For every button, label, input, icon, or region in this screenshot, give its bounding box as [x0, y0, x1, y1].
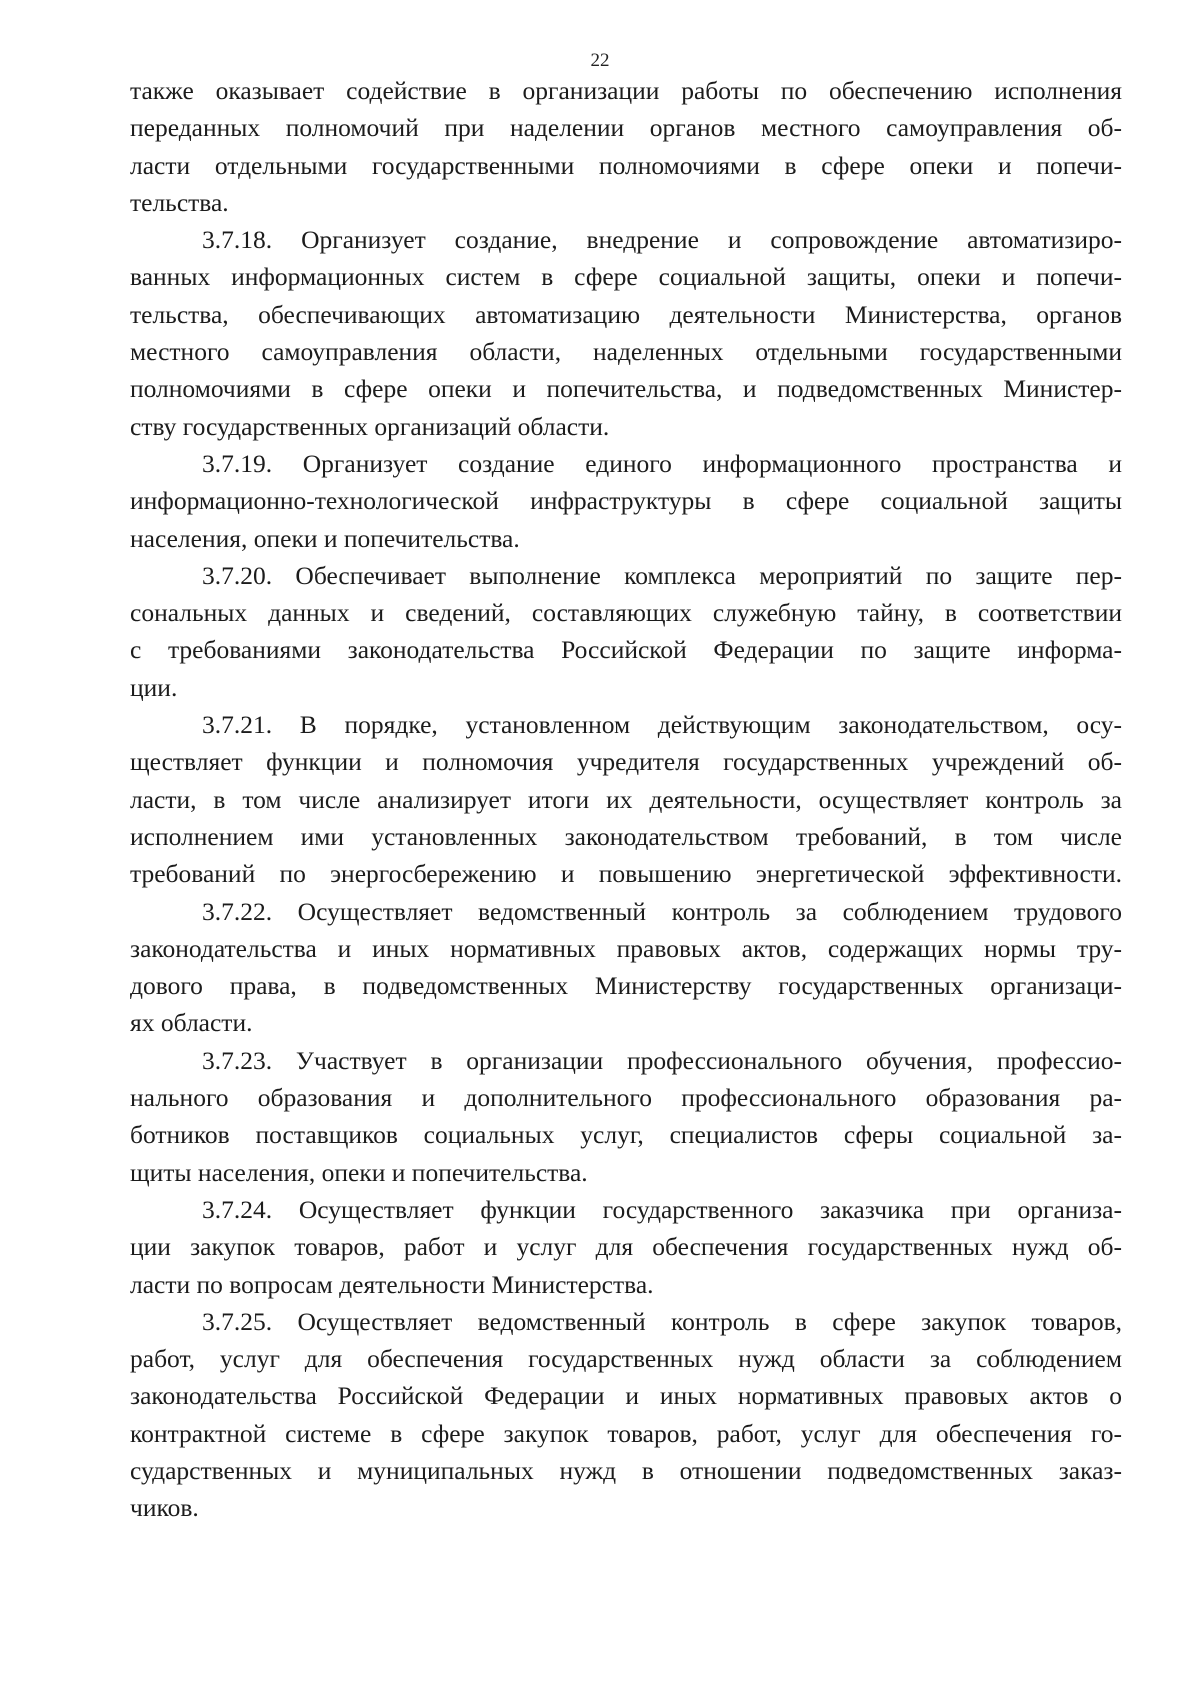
text-line: ласти по вопросам деятельности Министерства.	[130, 1269, 654, 1299]
paragraph-first-line: 3.7.20. Обеспечивает выполнение комплекса мероприятий по защите пер-	[202, 560, 1122, 590]
text-line: сударственных и муниципальных нужд в отношении подведомственных заказ-	[130, 1455, 1122, 1485]
text-line: полномочиями в сфере опеки и попечительства, и подведомственных Министер-	[130, 374, 1122, 404]
text-line: контрактной системе в сфере закупок товаров, работ, услуг для обеспечения го-	[130, 1418, 1122, 1448]
text-line: местного самоуправления области, наделенных отдельными государственными	[130, 337, 1122, 367]
paragraph-first-line: 3.7.19. Организует создание единого информационного пространства и	[202, 448, 1122, 478]
body-text	[130, 72, 1122, 1527]
text-line: требований по энергосбережению и повышению энергетической эффективности.	[130, 859, 1122, 889]
text-line: ции закупок товаров, работ и услуг для обеспечения государственных нужд об-	[130, 1232, 1122, 1262]
text-line: законодательства и иных нормативных правовых актов, содержащих нормы тру-	[130, 933, 1122, 963]
text-line: чиков.	[130, 1493, 199, 1523]
text-line: с требованиями законодательства Российской Федерации по защите информа-	[130, 635, 1122, 665]
paragraph-first-line: 3.7.21. В порядке, установленном действующим законодательством, осу-	[202, 710, 1122, 740]
text-line: ботников поставщиков социальных услуг, специалистов сферы социальной за-	[130, 1120, 1122, 1150]
paragraph-first-line: 3.7.22. Осуществляет ведомственный контроль за соблюдением трудового	[202, 896, 1122, 926]
text-line: нального образования и дополнительного профессионального образования ра-	[130, 1083, 1122, 1113]
text-line: ции.	[130, 672, 178, 702]
text-line: ях области.	[130, 1008, 253, 1038]
text-line: также оказывает содействие в организации работы по обеспечению исполнения	[130, 76, 1122, 105]
text-line: ласти, в том числе анализирует итоги их деятельности, осуществляет контроль за	[130, 784, 1122, 814]
paragraph-first-line: 3.7.25. Осуществляет ведомственный контроль в сфере закупок товаров,	[202, 1306, 1122, 1336]
text-line: тельства, обеспечивающих автоматизацию деятельности Министерства, органов	[130, 299, 1122, 329]
text-line: информационно-технологической инфраструктуры в сфере социальной защиты	[130, 486, 1122, 516]
text-line: щиты населения, опеки и попечительства.	[130, 1157, 588, 1187]
text-line: законодательства Российской Федерации и иных нормативных правовых актов о	[130, 1381, 1122, 1411]
paragraph-first-line: 3.7.23. Участвует в организации профессионального обучения, профессио-	[202, 1045, 1122, 1075]
text-line: ществляет функции и полномочия учредителя государственных учреждений об-	[130, 747, 1122, 777]
page-number: 22	[590, 50, 610, 71]
text-line: ству государственных организаций области.	[130, 411, 610, 441]
text-line: работ, услуг для обеспечения государственных нужд области за соблюдением	[130, 1344, 1122, 1374]
text-line: населения, опеки и попечительства.	[130, 523, 520, 553]
text-line: ласти отдельными государственными полномочиями в сфере опеки и попечи-	[130, 150, 1122, 180]
text-line: переданных полномочий при наделении органов местного самоуправления об-	[130, 113, 1122, 143]
text-line: исполнением ими установленных законодательством требований, в том числе	[130, 821, 1122, 851]
text-line: дового права, в подведомственных Министерству государственных организаци-	[130, 971, 1122, 1001]
paragraph-first-line: 3.7.18. Организует создание, внедрение и сопровождение автоматизиро-	[202, 225, 1122, 255]
text-line: тельства.	[130, 187, 229, 217]
text-line: сональных данных и сведений, составляющих служебную тайну, в соответствии	[130, 598, 1122, 628]
text-line: ванных информационных систем в сфере социальной защиты, опеки и попечи-	[130, 262, 1122, 292]
paragraph-first-line: 3.7.24. Осуществляет функции государственного заказчика при организа-	[202, 1194, 1122, 1224]
